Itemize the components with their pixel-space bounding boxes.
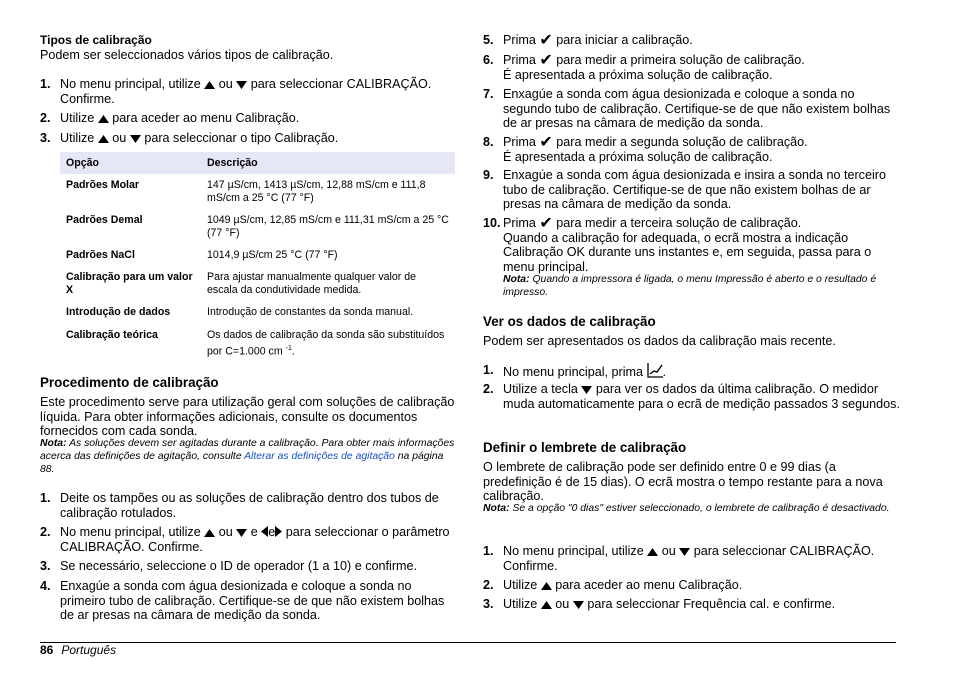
up-arrow-icon: [204, 529, 215, 537]
procedure-note: Nota: As soluções devem ser agitadas durante a calibração. Para obter mais informações acerca das definições de agitação, consulte Alterar as definições de agitação na página 88.: [40, 438, 455, 475]
up-arrow-icon: [541, 582, 552, 590]
page-footer: [40, 643, 116, 658]
table-row: Calibração teórica Os dados de calibração da sonda são substituídos por C=1.000 cm $^{-1}$.: [66, 329, 445, 358]
up-arrow-icon: [98, 135, 109, 143]
table-row: Calibração para um valor X Para ajustar manualmente qualquer valor de escala da condutividade medida.: [66, 271, 417, 296]
footer-divider: [40, 642, 896, 643]
calibration-types-table: [60, 152, 455, 359]
tipos-intro: Podem ser seleccionados vários tipos de calibração.: [40, 48, 334, 62]
table-row: Padrões NaCl 1014,9 µS/cm 25 °C (77 °F): [66, 249, 338, 261]
view-data-intro: Podem ser apresentados os dados da calibração mais recente.: [483, 334, 836, 348]
graph-icon: [647, 363, 663, 378]
checkmark-icon: ✔: [539, 32, 553, 49]
checkmark-icon: ✔: [539, 134, 553, 151]
up-arrow-icon: [204, 81, 215, 89]
down-arrow-icon: [236, 529, 247, 537]
down-arrow-icon: [236, 81, 247, 89]
table-row: Padrões Molar 147 µS/cm, 1413 µS/cm, 12,88 mS/cm e 111,8 mS/cm a 25 °C (77 °F): [66, 179, 426, 204]
down-arrow-icon: [581, 386, 592, 394]
procedure-title: Procedimento de calibração: [40, 375, 219, 390]
up-arrow-icon: [647, 548, 658, 556]
up-arrow-icon: [98, 115, 109, 123]
table-row: Padrões Demal 1049 µS/cm, 12,85 mS/cm e 111,31 mS/cm a 25 °C (77 °F): [66, 214, 449, 239]
checkmark-icon: ✔: [539, 52, 553, 69]
down-arrow-icon: [130, 135, 141, 143]
table-row: Introdução de dados Introdução de constantes da sonda manual.: [66, 306, 414, 318]
checkmark-icon: ✔: [539, 215, 553, 232]
view-data-title: Ver os dados de calibração: [483, 314, 656, 329]
printer-note: Nota: Quando a impressora é ligada, o menu Impressão é aberto e o resultado é impresso.: [503, 274, 877, 299]
tipos-title: Tipos de calibração: [40, 33, 152, 47]
procedure-intro: Este procedimento serve para utilização geral com soluções de calibração líquida. Para obter informações adicionais, consulte os documentos fornecidos com cada sonda.: [40, 395, 455, 439]
stirring-settings-link[interactable]: Alterar as definições de agitação: [244, 450, 395, 462]
table-header: Opção: [60, 152, 201, 174]
table-header: Descrição: [201, 152, 455, 174]
page-number: 86: [40, 643, 54, 657]
reminder-note: Nota: Se a opção "0 dias" estiver seleccionado, o lembrete de calibração é desactivado.: [483, 503, 890, 514]
reminder-title: Definir o lembrete de calibração: [483, 440, 687, 455]
table-header-row: [60, 152, 455, 174]
down-arrow-icon: [573, 601, 584, 609]
right-arrow-icon: [275, 526, 282, 537]
reminder-intro: O lembrete de calibração pode ser definido entre 0 e 99 dias (a predefinição é de 15 dias). O ecrã mostra o tempo restante para a nova calibração.: [483, 460, 883, 504]
up-arrow-icon: [541, 601, 552, 609]
down-arrow-icon: [679, 548, 690, 556]
footer-language: Português: [61, 643, 117, 657]
